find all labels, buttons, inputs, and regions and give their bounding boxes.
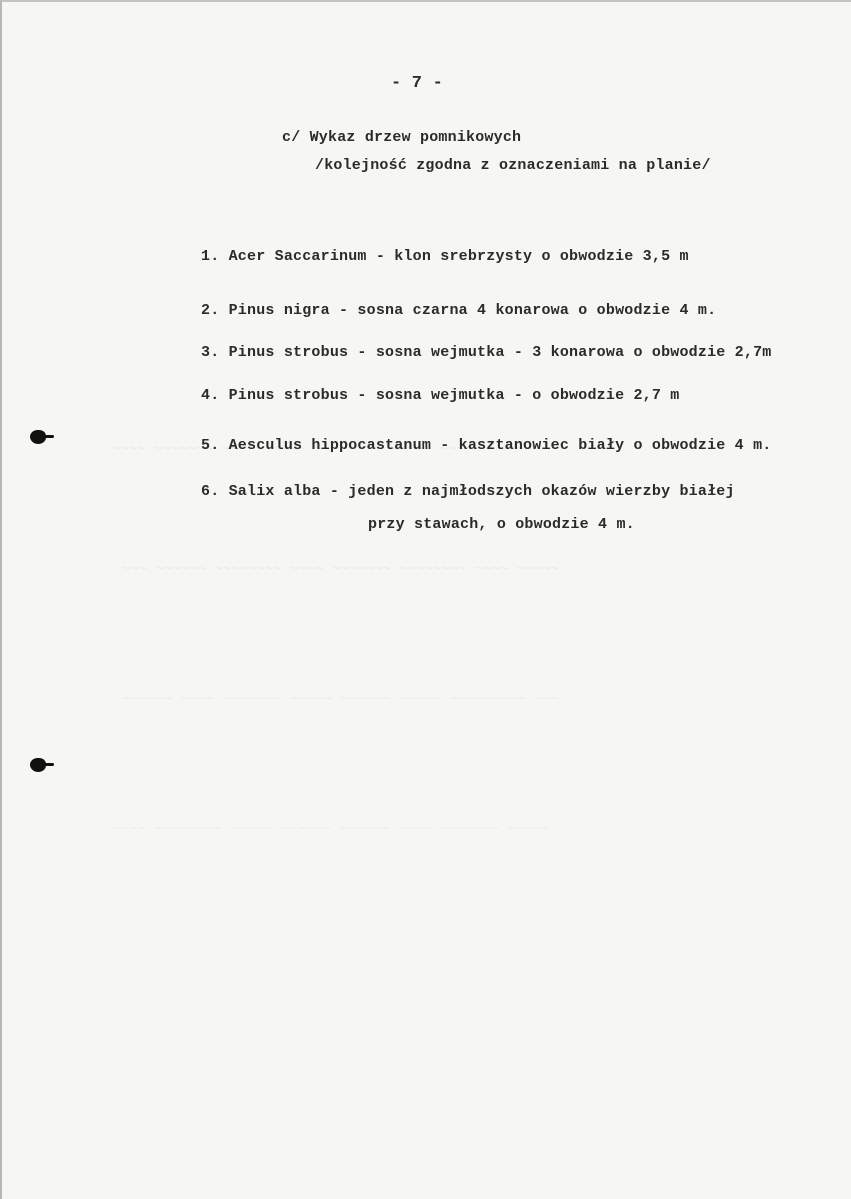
section-heading: c/ Wykaz drzew pomnikowych bbox=[282, 129, 522, 146]
punch-hole-icon bbox=[30, 758, 46, 772]
tree-list-item-continuation: przy stawach, o obwodzie 4 m. bbox=[368, 516, 635, 533]
show-through-texture bbox=[112, 822, 549, 838]
tree-list-item: 4. Pinus strobus - sosna wejmutka - o obwodzie 2,7 m bbox=[201, 387, 680, 404]
tree-list-item: 6. Salix alba - jeden z najmłodszych okazów wierzby białej bbox=[201, 483, 735, 500]
show-through-texture bbox=[122, 692, 559, 708]
tree-list-item: 3. Pinus strobus - sosna wejmutka - 3 konarowa o obwodzie 2,7m bbox=[201, 344, 772, 361]
tree-list-item: 5. Aesculus hippocastanum - kasztanowiec biały o obwodzie 4 m. bbox=[201, 437, 772, 454]
section-subheading: /kolejność zgodna z oznaczeniami na planie/ bbox=[315, 157, 711, 174]
tree-list-item: 1. Acer Saccarinum - klon srebrzysty o obwodzie 3,5 m bbox=[201, 248, 689, 265]
show-through-texture bbox=[122, 562, 559, 578]
tree-list-item: 2. Pinus nigra - sosna czarna 4 konarowa o obwodzie 4 m. bbox=[201, 302, 717, 319]
punch-hole-icon bbox=[30, 430, 46, 444]
page-number: - 7 - bbox=[391, 74, 444, 93]
